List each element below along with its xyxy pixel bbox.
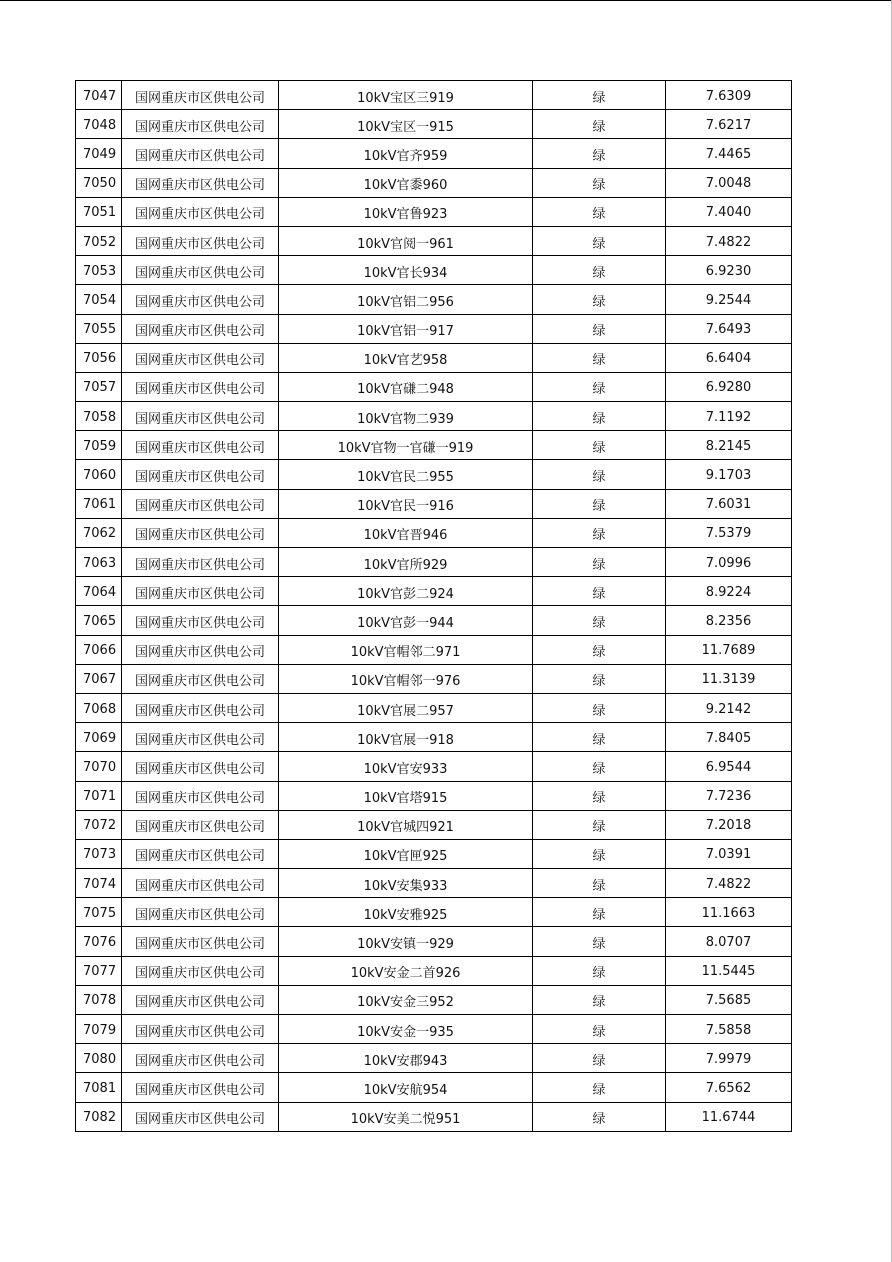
company-cell: 国网重庆市区供电公司	[122, 1015, 279, 1044]
seq-cell: 7066	[76, 635, 122, 664]
table-row	[76, 285, 792, 314]
line-name-cell: 10kV安金三952	[279, 985, 533, 1014]
seq-cell: 7056	[76, 343, 122, 372]
status-cell: 绿	[533, 781, 666, 810]
status-cell: 绿	[533, 168, 666, 197]
status-cell: 绿	[533, 197, 666, 226]
seq-cell: 7062	[76, 518, 122, 547]
company-cell: 国网重庆市区供电公司	[122, 606, 279, 635]
value-cell: 7.5858	[666, 1015, 792, 1044]
seq-cell: 7048	[76, 110, 122, 139]
table-row	[76, 256, 792, 285]
status-cell: 绿	[533, 1044, 666, 1073]
company-cell: 国网重庆市区供电公司	[122, 898, 279, 927]
status-cell: 绿	[533, 226, 666, 255]
line-name-cell: 10kV官帽邻二971	[279, 635, 533, 664]
value-cell: 7.0996	[666, 548, 792, 577]
company-cell: 国网重庆市区供电公司	[122, 314, 279, 343]
company-cell: 国网重庆市区供电公司	[122, 226, 279, 255]
status-cell: 绿	[533, 110, 666, 139]
value-cell: 7.6309	[666, 81, 792, 110]
status-cell: 绿	[533, 839, 666, 868]
seq-cell: 7074	[76, 869, 122, 898]
status-cell: 绿	[533, 606, 666, 635]
status-cell: 绿	[533, 1073, 666, 1102]
line-name-cell: 10kV官安933	[279, 752, 533, 781]
seq-cell: 7075	[76, 898, 122, 927]
seq-cell: 7065	[76, 606, 122, 635]
table-row	[76, 752, 792, 781]
company-cell: 国网重庆市区供电公司	[122, 956, 279, 985]
status-cell: 绿	[533, 1015, 666, 1044]
value-cell: 11.7689	[666, 635, 792, 664]
status-cell: 绿	[533, 693, 666, 722]
status-cell: 绿	[533, 927, 666, 956]
status-cell: 绿	[533, 314, 666, 343]
value-cell: 7.8405	[666, 723, 792, 752]
table-row	[76, 985, 792, 1014]
line-name-cell: 10kV官磏二948	[279, 372, 533, 401]
seq-cell: 7052	[76, 226, 122, 255]
line-name-cell: 10kV官铝一917	[279, 314, 533, 343]
value-cell: 7.4465	[666, 139, 792, 168]
table-row	[76, 1044, 792, 1073]
company-cell: 国网重庆市区供电公司	[122, 139, 279, 168]
table-row	[76, 664, 792, 693]
table-row	[76, 518, 792, 547]
value-cell: 11.6744	[666, 1102, 792, 1131]
status-cell: 绿	[533, 431, 666, 460]
value-cell: 7.5379	[666, 518, 792, 547]
company-cell: 国网重庆市区供电公司	[122, 839, 279, 868]
value-cell: 7.0391	[666, 839, 792, 868]
seq-cell: 7053	[76, 256, 122, 285]
status-cell: 绿	[533, 635, 666, 664]
table-row	[76, 956, 792, 985]
seq-cell: 7078	[76, 985, 122, 1014]
line-name-cell: 10kV官物二939	[279, 402, 533, 431]
table-row	[76, 197, 792, 226]
company-cell: 国网重庆市区供电公司	[122, 431, 279, 460]
line-name-cell: 10kV宝区三919	[279, 81, 533, 110]
table-row	[76, 489, 792, 518]
value-cell: 7.6562	[666, 1073, 792, 1102]
status-cell: 绿	[533, 372, 666, 401]
table-row	[76, 372, 792, 401]
company-cell: 国网重庆市区供电公司	[122, 548, 279, 577]
status-cell: 绿	[533, 139, 666, 168]
value-cell: 7.2018	[666, 810, 792, 839]
value-cell: 7.0048	[666, 168, 792, 197]
company-cell: 国网重庆市区供电公司	[122, 752, 279, 781]
table-row	[76, 402, 792, 431]
line-name-cell: 10kV官帽邻一976	[279, 664, 533, 693]
status-cell: 绿	[533, 489, 666, 518]
seq-cell: 7057	[76, 372, 122, 401]
seq-cell: 7059	[76, 431, 122, 460]
seq-cell: 7077	[76, 956, 122, 985]
line-name-cell: 10kV官阅一961	[279, 226, 533, 255]
company-cell: 国网重庆市区供电公司	[122, 781, 279, 810]
value-cell: 6.6404	[666, 343, 792, 372]
table-row	[76, 460, 792, 489]
company-cell: 国网重庆市区供电公司	[122, 1044, 279, 1073]
line-name-cell: 10kV官鲁923	[279, 197, 533, 226]
seq-cell: 7047	[76, 81, 122, 110]
seq-cell: 7076	[76, 927, 122, 956]
company-cell: 国网重庆市区供电公司	[122, 256, 279, 285]
table-row	[76, 168, 792, 197]
company-cell: 国网重庆市区供电公司	[122, 635, 279, 664]
company-cell: 国网重庆市区供电公司	[122, 197, 279, 226]
company-cell: 国网重庆市区供电公司	[122, 372, 279, 401]
company-cell: 国网重庆市区供电公司	[122, 285, 279, 314]
company-cell: 国网重庆市区供电公司	[122, 81, 279, 110]
line-name-cell: 10kV安航954	[279, 1073, 533, 1102]
company-cell: 国网重庆市区供电公司	[122, 723, 279, 752]
value-cell: 7.9979	[666, 1044, 792, 1073]
status-cell: 绿	[533, 1102, 666, 1131]
value-cell: 11.3139	[666, 664, 792, 693]
value-cell: 9.2142	[666, 693, 792, 722]
value-cell: 11.5445	[666, 956, 792, 985]
value-cell: 7.7236	[666, 781, 792, 810]
line-name-cell: 10kV官展一918	[279, 723, 533, 752]
value-cell: 6.9544	[666, 752, 792, 781]
table-row	[76, 1073, 792, 1102]
status-cell: 绿	[533, 664, 666, 693]
value-cell: 9.1703	[666, 460, 792, 489]
table-row	[76, 139, 792, 168]
value-cell: 7.5685	[666, 985, 792, 1014]
company-cell: 国网重庆市区供电公司	[122, 810, 279, 839]
value-cell: 7.4822	[666, 869, 792, 898]
seq-cell: 7064	[76, 577, 122, 606]
table-row	[76, 723, 792, 752]
status-cell: 绿	[533, 285, 666, 314]
seq-cell: 7067	[76, 664, 122, 693]
value-cell: 6.9280	[666, 372, 792, 401]
line-name-cell: 10kV官民二955	[279, 460, 533, 489]
table-row	[76, 898, 792, 927]
table-row	[76, 110, 792, 139]
status-cell: 绿	[533, 518, 666, 547]
line-name-cell: 10kV安美二悦951	[279, 1102, 533, 1131]
line-name-cell: 10kV官彭二924	[279, 577, 533, 606]
value-cell: 7.6217	[666, 110, 792, 139]
line-name-cell: 10kV官民一916	[279, 489, 533, 518]
seq-cell: 7070	[76, 752, 122, 781]
status-cell: 绿	[533, 548, 666, 577]
seq-cell: 7068	[76, 693, 122, 722]
status-cell: 绿	[533, 460, 666, 489]
seq-cell: 7051	[76, 197, 122, 226]
value-cell: 9.2544	[666, 285, 792, 314]
status-cell: 绿	[533, 723, 666, 752]
seq-cell: 7049	[76, 139, 122, 168]
line-name-cell: 10kV官展二957	[279, 693, 533, 722]
company-cell: 国网重庆市区供电公司	[122, 343, 279, 372]
line-name-cell: 10kV安镇一929	[279, 927, 533, 956]
status-cell: 绿	[533, 985, 666, 1014]
company-cell: 国网重庆市区供电公司	[122, 1102, 279, 1131]
company-cell: 国网重庆市区供电公司	[122, 985, 279, 1014]
company-cell: 国网重庆市区供电公司	[122, 869, 279, 898]
company-cell: 国网重庆市区供电公司	[122, 460, 279, 489]
line-name-cell: 10kV官城四921	[279, 810, 533, 839]
company-cell: 国网重庆市区供电公司	[122, 664, 279, 693]
seq-cell: 7071	[76, 781, 122, 810]
line-name-cell: 10kV安金二首926	[279, 956, 533, 985]
line-name-cell: 10kV官黍960	[279, 168, 533, 197]
company-cell: 国网重庆市区供电公司	[122, 1073, 279, 1102]
seq-cell: 7082	[76, 1102, 122, 1131]
table-row	[76, 81, 792, 110]
status-cell: 绿	[533, 810, 666, 839]
company-cell: 国网重庆市区供电公司	[122, 489, 279, 518]
value-cell: 11.1663	[666, 898, 792, 927]
table-row	[76, 343, 792, 372]
table-row	[76, 548, 792, 577]
seq-cell: 7063	[76, 548, 122, 577]
line-name-cell: 10kV官铝二956	[279, 285, 533, 314]
table-row	[76, 839, 792, 868]
status-cell: 绿	[533, 577, 666, 606]
page-top-border	[0, 0, 892, 1]
table-row	[76, 781, 792, 810]
table-body	[76, 81, 792, 1132]
value-cell: 7.6031	[666, 489, 792, 518]
value-cell: 7.6493	[666, 314, 792, 343]
table-row	[76, 693, 792, 722]
data-table	[75, 80, 792, 1132]
seq-cell: 7058	[76, 402, 122, 431]
seq-cell: 7050	[76, 168, 122, 197]
line-name-cell: 10kV官所929	[279, 548, 533, 577]
line-name-cell: 10kV官晋946	[279, 518, 533, 547]
value-cell: 6.9230	[666, 256, 792, 285]
table-row	[76, 314, 792, 343]
status-cell: 绿	[533, 869, 666, 898]
line-name-cell: 10kV官齐959	[279, 139, 533, 168]
line-name-cell: 10kV官长934	[279, 256, 533, 285]
value-cell: 8.2145	[666, 431, 792, 460]
company-cell: 国网重庆市区供电公司	[122, 927, 279, 956]
line-name-cell: 10kV安雅925	[279, 898, 533, 927]
seq-cell: 7060	[76, 460, 122, 489]
seq-cell: 7079	[76, 1015, 122, 1044]
status-cell: 绿	[533, 752, 666, 781]
line-name-cell: 10kV官物一官磏一919	[279, 431, 533, 460]
line-name-cell: 10kV安郡943	[279, 1044, 533, 1073]
seq-cell: 7069	[76, 723, 122, 752]
company-cell: 国网重庆市区供电公司	[122, 518, 279, 547]
status-cell: 绿	[533, 956, 666, 985]
seq-cell: 7054	[76, 285, 122, 314]
value-cell: 8.9224	[666, 577, 792, 606]
line-name-cell: 10kV安金一935	[279, 1015, 533, 1044]
company-cell: 国网重庆市区供电公司	[122, 577, 279, 606]
table-row	[76, 1015, 792, 1044]
line-name-cell: 10kV官塔915	[279, 781, 533, 810]
table-row	[76, 577, 792, 606]
line-name-cell: 10kV官匣925	[279, 839, 533, 868]
status-cell: 绿	[533, 402, 666, 431]
table-row	[76, 1102, 792, 1131]
line-name-cell: 10kV官彭一944	[279, 606, 533, 635]
table-row	[76, 927, 792, 956]
table-row	[76, 431, 792, 460]
company-cell: 国网重庆市区供电公司	[122, 402, 279, 431]
table-row	[76, 635, 792, 664]
table-row	[76, 606, 792, 635]
status-cell: 绿	[533, 81, 666, 110]
value-cell: 8.0707	[666, 927, 792, 956]
value-cell: 8.2356	[666, 606, 792, 635]
table-row	[76, 810, 792, 839]
value-cell: 7.4822	[666, 226, 792, 255]
status-cell: 绿	[533, 343, 666, 372]
company-cell: 国网重庆市区供电公司	[122, 168, 279, 197]
seq-cell: 7081	[76, 1073, 122, 1102]
status-cell: 绿	[533, 256, 666, 285]
line-name-cell: 10kV官艺958	[279, 343, 533, 372]
status-cell: 绿	[533, 898, 666, 927]
table-row	[76, 869, 792, 898]
seq-cell: 7073	[76, 839, 122, 868]
line-name-cell: 10kV安集933	[279, 869, 533, 898]
seq-cell: 7080	[76, 1044, 122, 1073]
seq-cell: 7061	[76, 489, 122, 518]
value-cell: 7.4040	[666, 197, 792, 226]
value-cell: 7.1192	[666, 402, 792, 431]
seq-cell: 7055	[76, 314, 122, 343]
seq-cell: 7072	[76, 810, 122, 839]
line-name-cell: 10kV宝区一915	[279, 110, 533, 139]
table-row	[76, 226, 792, 255]
company-cell: 国网重庆市区供电公司	[122, 693, 279, 722]
company-cell: 国网重庆市区供电公司	[122, 110, 279, 139]
